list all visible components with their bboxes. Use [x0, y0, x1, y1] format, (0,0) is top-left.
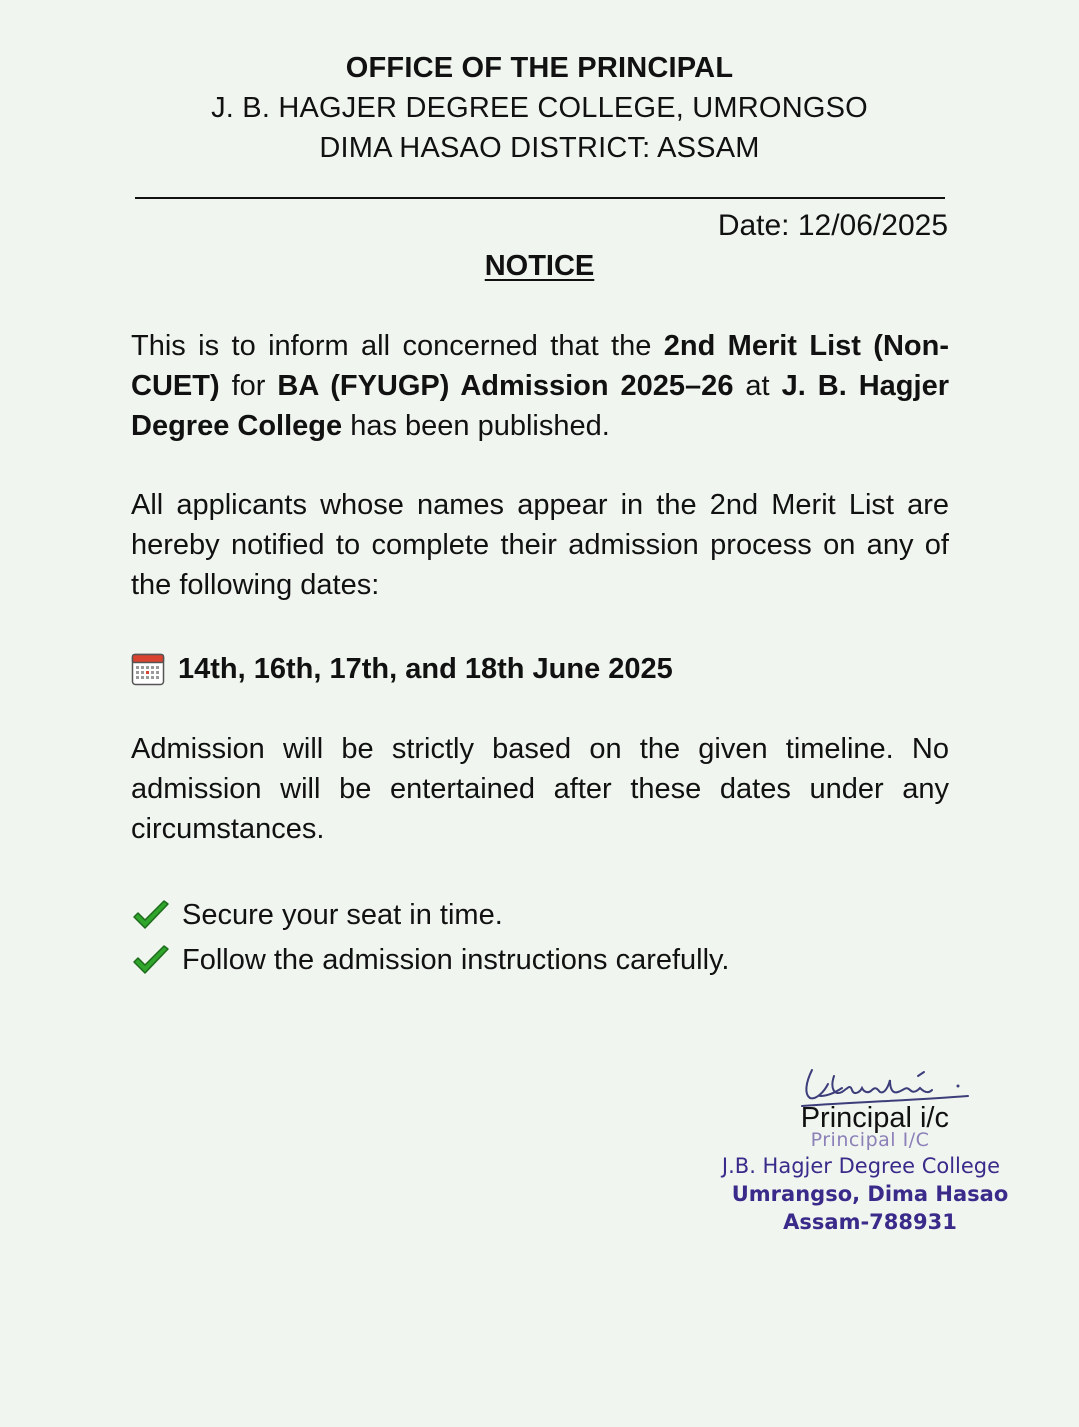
stamp-line-4: Assam-788931: [783, 1210, 957, 1234]
college-name-inline: J. B. Hagjer Degree College: [131, 370, 949, 442]
list-item: [131, 893, 729, 938]
check-icon: [131, 900, 171, 932]
office-title: OFFICE OF THE PRINCIPAL: [345, 52, 734, 84]
checklist: [131, 893, 729, 983]
college-name: J. B. HAGJER DEGREE COLLEGE, UMRONGSO: [211, 92, 868, 124]
paragraph-timeline-warning: Admission will be strictly based on the given timeline. No admission will be entertained after these dates under any circumstances.: [131, 733, 949, 845]
announcement-text-3: at: [733, 370, 782, 402]
check-item-text: Secure your seat in time.: [182, 899, 503, 931]
paragraph-announcement: [131, 326, 949, 446]
letterhead: [0, 48, 1079, 168]
header-divider: [135, 197, 945, 199]
program-name: BA (FYUGP) Admission 2025–26: [277, 370, 734, 402]
admission-dates-text: 14th, 16th, 17th, and 18th June 2025: [178, 653, 673, 685]
merit-list-name: 2nd Merit List (Non-CUET): [131, 330, 949, 402]
announcement-text-4: has been published.: [342, 410, 610, 442]
paragraph-instructions: All applicants whose names appear in the 2nd Merit List are hereby notified to complete their admission process on any of the following dates:: [131, 489, 949, 601]
principal-designation: Principal i/c: [800, 1102, 949, 1134]
stamp-line-3: Umrangso, Dima Hasao: [731, 1182, 1009, 1206]
calendar-icon: [131, 652, 165, 686]
college-stamp: [720, 1128, 1020, 1236]
announcement-text-2: for: [219, 370, 278, 402]
check-icon: [131, 945, 171, 977]
admission-dates: [131, 649, 673, 689]
check-item-text: Follow the admission instructions carefully.: [182, 944, 730, 976]
stamp-line-1: Principal I/C: [810, 1129, 930, 1151]
announcement-text-1: This is to inform all concerned that the: [131, 330, 664, 362]
notice-date: Date: 12/06/2025: [717, 209, 948, 242]
list-item: [131, 938, 729, 983]
notice-title: NOTICE: [484, 250, 595, 282]
district-name: DIMA HASAO DISTRICT: ASSAM: [319, 132, 760, 164]
signature-block: [720, 1062, 1020, 1242]
stamp-line-2: J.B. Hagjer Degree College: [721, 1154, 1001, 1178]
